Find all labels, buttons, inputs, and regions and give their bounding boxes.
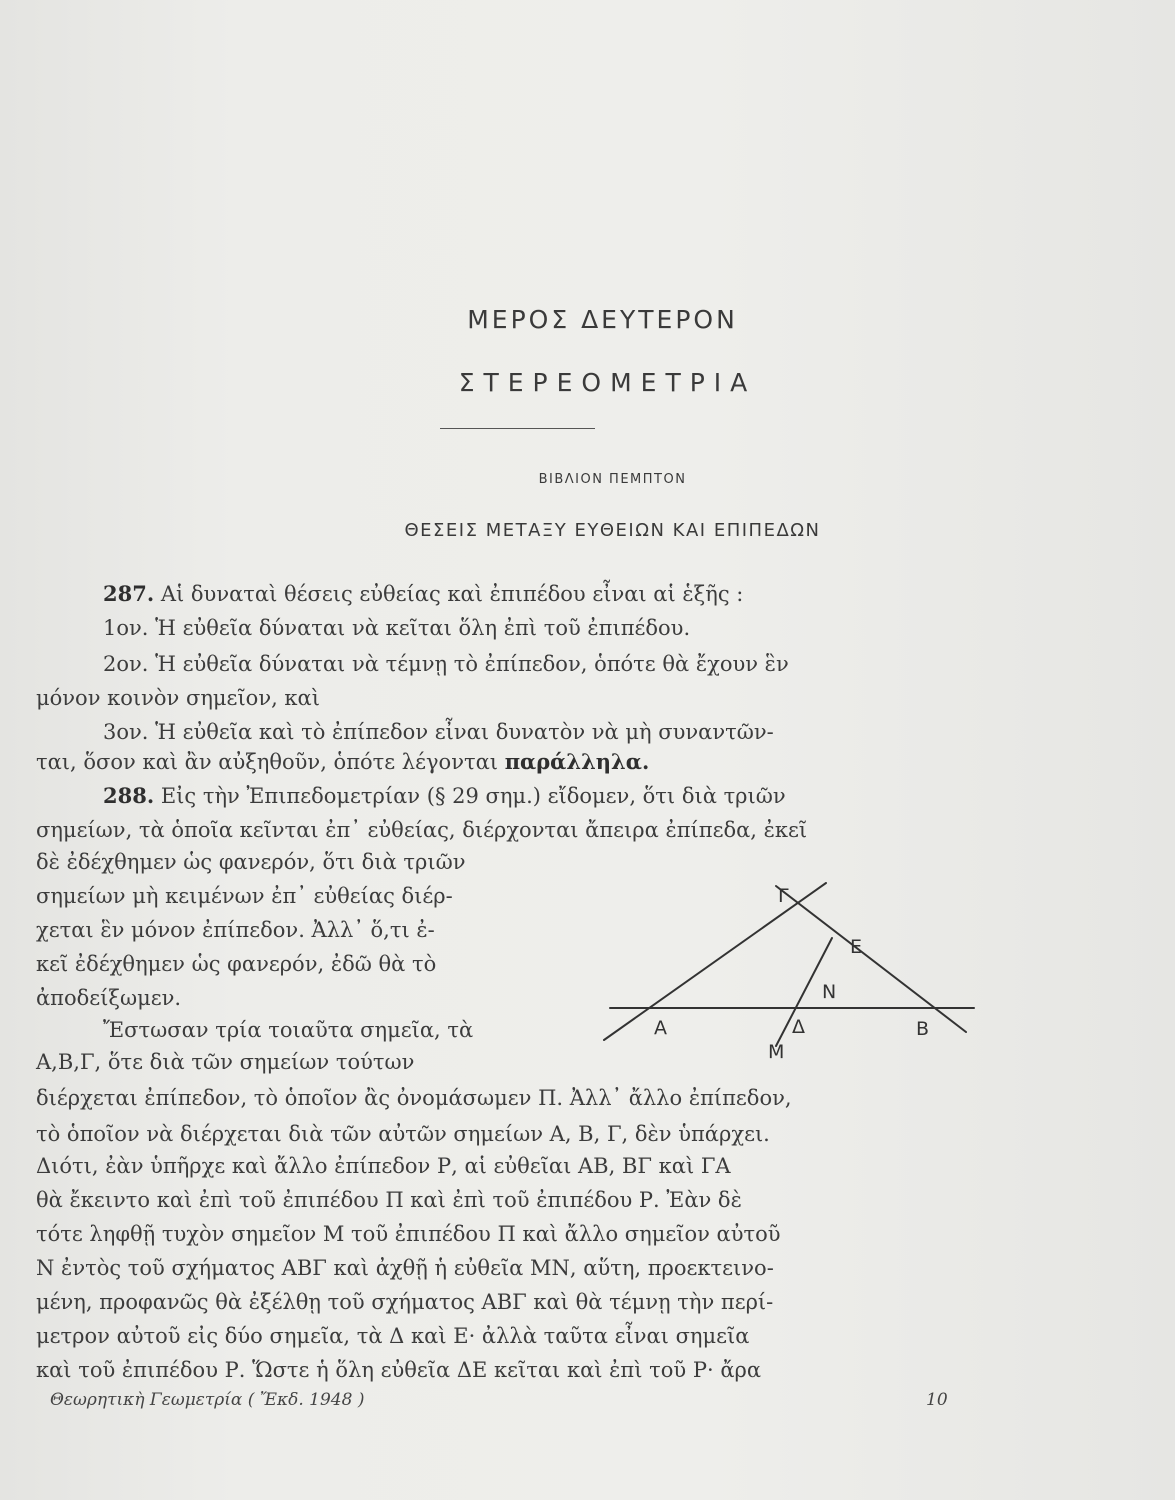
label-a: Α xyxy=(654,1017,667,1039)
paragraph-number: 288. xyxy=(103,783,155,808)
subject-title: ΣΤΕΡΕΟΜΕΤΡΙΑ xyxy=(458,368,757,397)
label-b: Β xyxy=(916,1018,930,1040)
title-divider xyxy=(440,428,595,429)
chapter-title: ΘΕΣΕΙΣ ΜΕΤΑΞΥ ΕΥΘΕΙΩΝ ΚΑΙ ΕΠΙΠΕΔΩΝ xyxy=(404,520,821,541)
label-n: Ν xyxy=(822,981,837,1003)
paragraph-287-item-3a: 3ον. Ἡ εὐθεῖα καὶ τὸ ἐπίπεδον εἶναι δυνατὸν νὰ μὴ συναντῶν- xyxy=(103,720,774,744)
paragraph-288-line-7: ἀποδείξωμεν. xyxy=(36,986,182,1010)
book-title: ΒΙΒΛΙΟΝ ΠΕΜΠΤΟΝ xyxy=(538,472,687,487)
paragraph-287-item-3b xyxy=(36,746,649,778)
paragraph-288-line-11: τὸ ὁποῖον νὰ διέρχεται διὰ τῶν αὐτῶν σημείων Α, Β, Γ, δὲν ὑπάρχει. xyxy=(36,1122,770,1146)
paragraph-288-line-16: μένη, προφανῶς θὰ ἐξέλθῃ τοῦ σχήματος ΑΒΓ καὶ θὰ τέμνῃ τὴν περί- xyxy=(36,1290,774,1314)
paragraph-288-line-9: Α,Β,Γ, ὅτε διὰ τῶν σημείων τούτων xyxy=(36,1050,415,1074)
paragraph-288-line-6: κεῖ ἐδέχθημεν ὡς φανερόν, ἐδῶ θὰ τὸ xyxy=(36,952,437,976)
paragraph-288-line-8: Ἔστωσαν τρία τοιαῦτα σημεῖα, τὰ xyxy=(103,1018,474,1042)
paragraph-288-line-5: χεται ἓν μόνον ἐπίπεδον. Ἀλλ᾽ ὅ,τι ἐ- xyxy=(36,918,435,942)
label-m: Μ xyxy=(768,1041,785,1063)
part-title: ΜΕΡΟΣ ΔΕΥΤΕΡΟΝ xyxy=(467,305,738,334)
paragraph-288-line-13: θὰ ἔκειντο καὶ ἐπὶ τοῦ ἐπιπέδου Π καὶ ἐπὶ τοῦ ἐπιπέδου Ρ. Ἐὰν δὲ xyxy=(36,1188,742,1212)
paragraph-288-line-4: σημείων μὴ κειμένων ἐπ᾽ εὐθείας διέρ- xyxy=(36,884,453,908)
paragraph-288-line-12: Διότι, ἐὰν ὑπῆρχε καὶ ἄλλο ἐπίπεδον Ρ, αἱ εὐθεῖαι ΑΒ, ΒΓ καὶ ΓΑ xyxy=(36,1154,731,1178)
paragraph-287-item-2b: μόνον κοινὸν σημεῖον, καὶ xyxy=(36,686,320,710)
label-gamma: Γ xyxy=(778,885,789,907)
paragraph-number: 287. xyxy=(103,581,155,606)
paragraph-288-line-14: τότε ληφθῇ τυχὸν σημεῖον Μ τοῦ ἐπιπέδου Π καὶ ἄλλο σημεῖον αὐτοῦ xyxy=(36,1222,781,1246)
paragraph-287-item-2a: 2ον. Ἡ εὐθεῖα δύναται νὰ τέμνῃ τὸ ἐπίπεδον, ὁπότε θὰ ἔχουν ἓν xyxy=(103,652,789,676)
line-gb xyxy=(776,886,966,1032)
paragraph-text: Εἰς τὴν Ἐπιπεδομετρίαν (§ 29 σημ.) εἴδομεν, ὅτι διὰ τριῶν xyxy=(160,784,786,808)
footer-book-title: Θεωρητικὴ Γεωμετρία ( Ἔκδ. 1948 ) xyxy=(50,1390,365,1410)
label-e: Ε xyxy=(850,936,863,958)
paragraph-288-line-2: σημείων, τὰ ὁποῖα κεῖνται ἐπ᾽ εὐθείας, διέρχονται ἄπειρα ἐπίπεδα, ἐκεῖ xyxy=(36,818,808,842)
paragraph-288-line-17: μετρον αὐτοῦ εἰς δύο σημεῖα, τὰ Δ καὶ Ε· ἀλλὰ ταῦτα εἶναι σημεῖα xyxy=(36,1324,750,1348)
paragraph-288-line-10: διέρχεται ἐπίπεδον, τὸ ὁποῖον ἂς ὀνομάσωμεν Π. Ἀλλ᾽ ἄλλο ἐπίπεδον, xyxy=(36,1086,792,1110)
triangle-figure xyxy=(596,878,976,1063)
paragraph-text: Αἱ δυναταὶ θέσεις εὐθείας καὶ ἐπιπέδου εἶναι αἱ ἑξῆς : xyxy=(160,582,744,606)
label-delta: Δ xyxy=(792,1016,805,1038)
paragraph-288-line-1 xyxy=(103,780,786,812)
term-parallel: παράλληλα. xyxy=(504,749,650,774)
paragraph-288-line-15: Ν ἐντὸς τοῦ σχήματος ΑΒΓ καὶ ἀχθῇ ἡ εὐθεῖα ΜΝ, αὕτη, προεκτεινο- xyxy=(36,1256,774,1280)
paragraph-287-item-1: 1ον. Ἡ εὐθεῖα δύναται νὰ κεῖται ὅλη ἐπὶ τοῦ ἐπιπέδου. xyxy=(103,616,691,640)
paragraph-288-line-3: δὲ ἐδέχθημεν ὡς φανερόν, ὅτι διὰ τριῶν xyxy=(36,850,466,874)
paragraph-text: ται, ὅσον καὶ ἂν αὐξηθοῦν, ὁπότε λέγονται xyxy=(36,750,498,774)
page-number: 10 xyxy=(926,1390,948,1410)
paragraph-288-line-18: καὶ τοῦ ἐπιπέδου Ρ. Ὥστε ἡ ὅλη εὐθεῖα ΔΕ κεῖται καὶ ἐπὶ τοῦ Ρ· ἄρα xyxy=(36,1358,762,1382)
paragraph-287-intro xyxy=(103,578,743,610)
